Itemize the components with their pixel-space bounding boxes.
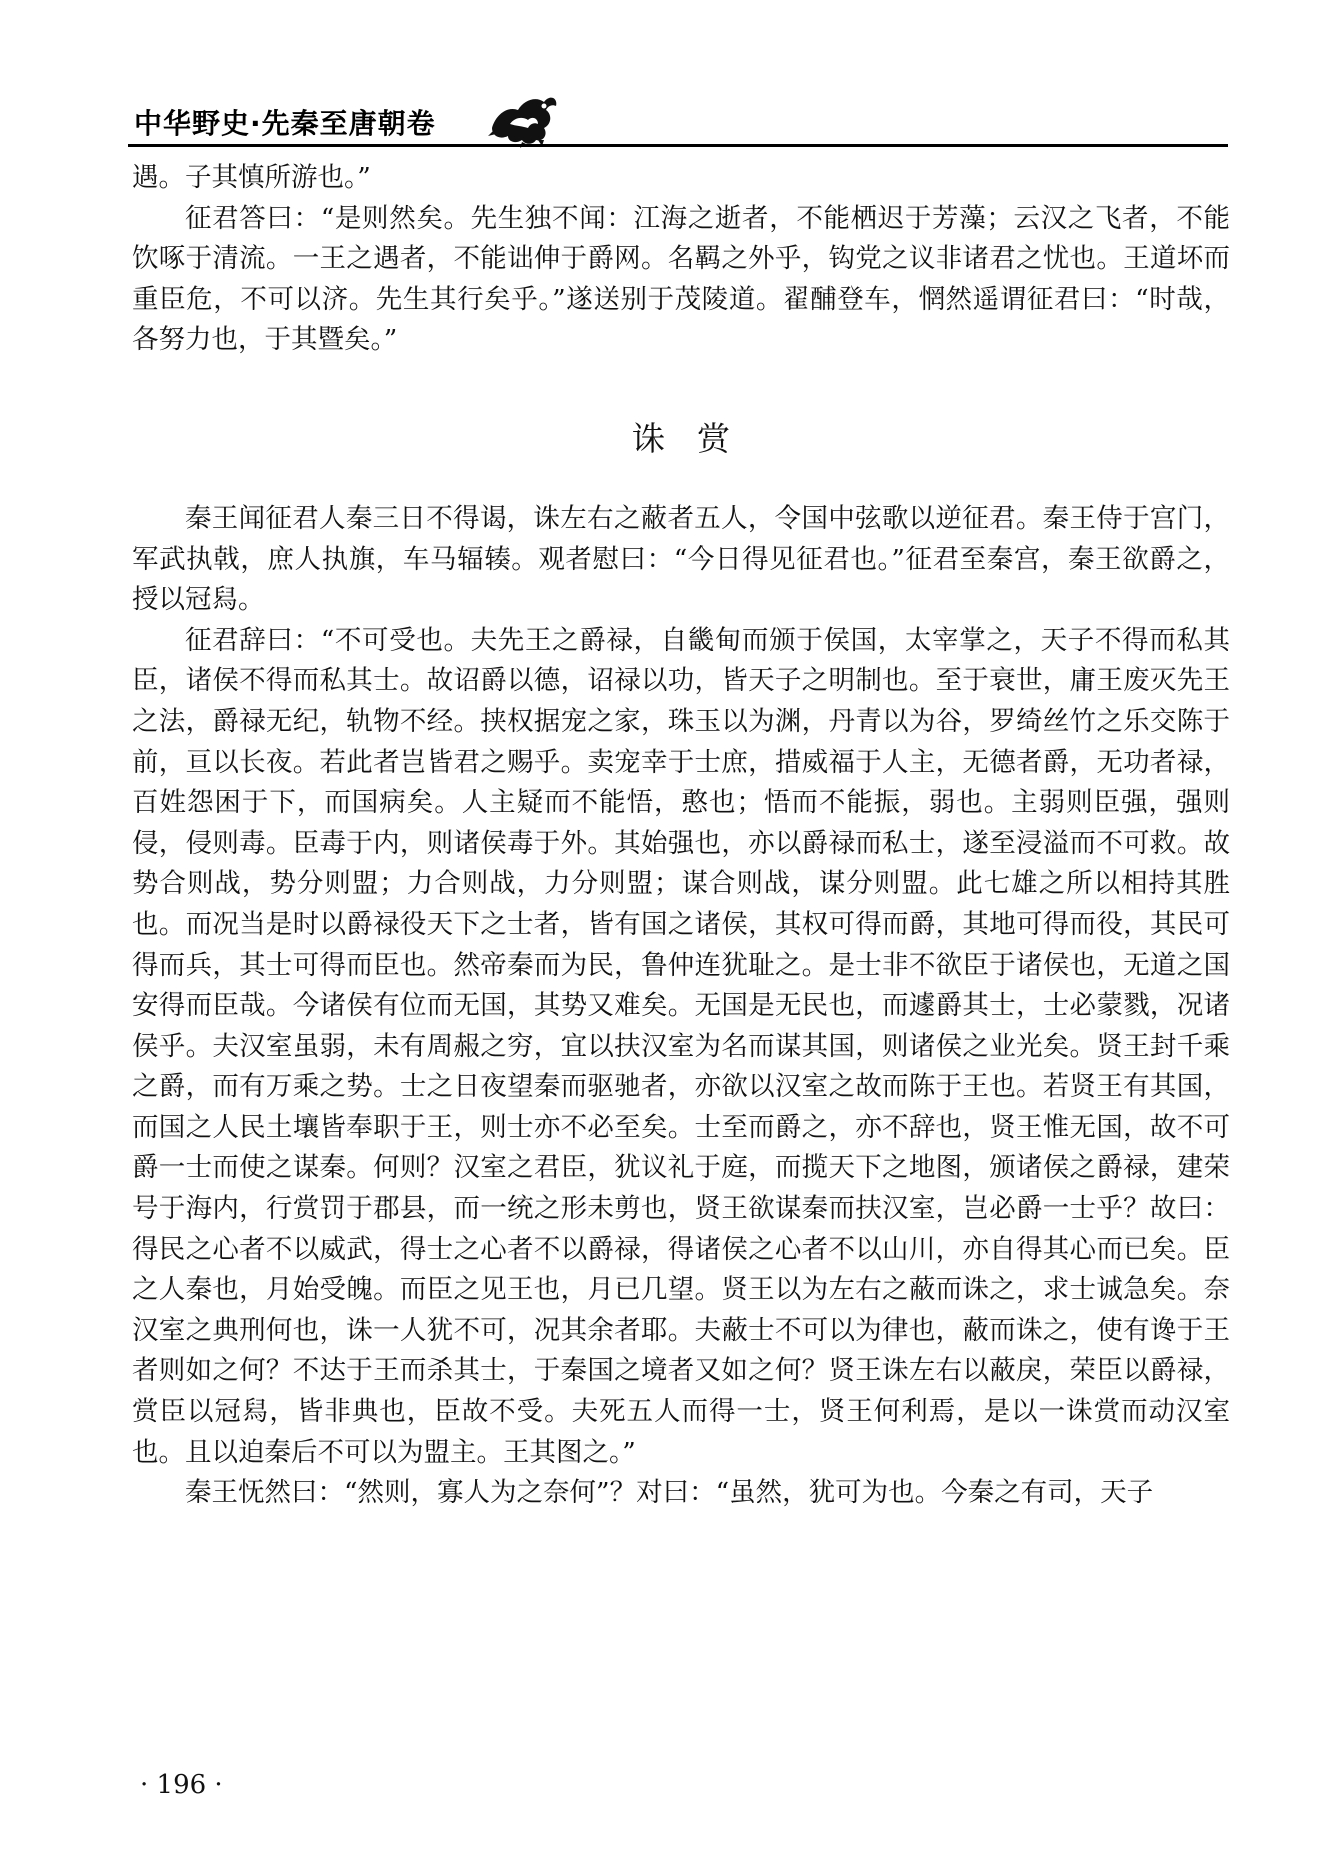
paragraph: 遇。子其慎所游也。” <box>132 162 371 193</box>
header-rule <box>128 144 1228 147</box>
page-body <box>132 158 1230 1514</box>
paragraph: 秦王怃然曰：“然则，寡人为之奈何”？对曰：“虽然，犹可为也。今秦之有司，天子 <box>185 1477 1154 1509</box>
paragraph: 征君答曰：“是则然矣。先生独不闻：江海之逝者，不能栖迟于芳藻；云汉之飞者，不能饮啄于清流。一王之遇者，不能诎伸于爵网。名羁之外乎，钩党之议非诸君之忧也。王道坏而重臣危，不可以济。先生其行矣乎。”遂送别于茂陵道。翟酺登车，惘然遥谓征君曰：“时哉，各努力也，于其暨矣。” <box>132 202 1230 356</box>
paragraph: 征君辞曰：“不可受也。夫先王之爵禄，自畿甸而颁于侯国，太宰掌之，天子不得而私其臣，诸侯不得而私其士。故诏爵以德，诏禄以功，皆天子之明制也。至于衰世，庸王废灭先王之法，爵禄无纪，轨物不经。挟权据宠之家，珠玉以为渊，丹青以为谷，罗绮丝竹之乐交陈于前，亘以长夜。若此者岂皆君之赐乎。卖宠幸于士庶，措威福于人主，无德者爵，无功者禄，百姓怨困于下，而国病矣。人主疑而不能悟，憨也；悟而不能振，弱也。主弱则臣强，强则侵，侵则毒。臣毒于内，则诸侯毒于外。其始强也，亦以爵禄而私士，遂至浸溢而不可救。故势合则战，势分则盟；力合则战，力分则盟；谋合则战，谋分则盟。此七雄之所以相持其胜也。而况当是时以爵禄役天下之士者，皆有国之诸侯，其权可得而爵，其地可得而役，其民可得而兵，其士可得而臣也。然帝秦而为民，鲁仲连犹耻之。是士非不欲臣于诸侯也，无道之国安得而臣哉。今诸侯有位而无国，其势又难矣。无国是无民也，而遽爵其士，士必蒙戮，况诸侯乎。夫汉室虽弱，未有周赧之穷，宜以扶汉室为名而谋其国，则诸侯之业光矣。贤王封千乘之爵，而有万乘之势。士之日夜望秦而驱驰者，亦欲以汉室之故而陈于王也。若贤王有其国，而国之人民土壤皆奉职于王，则士亦不必至矣。士至而爵之，亦不辞也，贤王惟无国，故不可爵一士而使之谋秦。何则？汉室之君臣，犹议礼于庭，而揽天下之地图，颁诸侯之爵禄，建荣号于海内，行赏罚于郡县，而一统之形未剪也，贤王欲谋秦而扶汉室，岂必爵一士乎？故曰：得民之心者不以威武，得士之心者不以爵禄，得诸侯之心者不以山川，亦自得其心而已矣。臣之人秦也，月始受魄。而臣之见王也，月已几望。贤王以为左右之蔽而诛之，求士诚急矣。奈汉室之典刑何也，诛一人犹不可，况其余者耶。夫蔽士不可以为律也，蔽而诛之，使有谗于王者则如之何？不达于王而杀其士，于秦国之境者又如之何？贤王诛左右以蔽戾，荣臣以爵禄，赏臣以冠舄，皆非典也，臣故不受。夫死五人而得一士，贤王何利焉，是以一诛赏而动汉室也。且以迫秦后不可以为盟主。王其图之。” <box>132 624 1230 1468</box>
section-title: 诛赏 <box>632 418 762 458</box>
dragon-emblem-icon <box>486 84 560 148</box>
paragraph: 秦王闻征君人秦三日不得谒，诛左右之蔽者五人，令国中弦歌以逆征君。秦王侍于宫门，军武执戟，庶人执旗，车马辐辏。观者慰曰：“今日得见征君也。”征君至秦宫，秦王欲爵之，授以冠舄。 <box>132 502 1230 616</box>
book-title: 中华野史·先秦至唐朝卷 <box>134 107 436 140</box>
running-header <box>128 84 1228 150</box>
page-number: · 196 · <box>140 1770 223 1800</box>
